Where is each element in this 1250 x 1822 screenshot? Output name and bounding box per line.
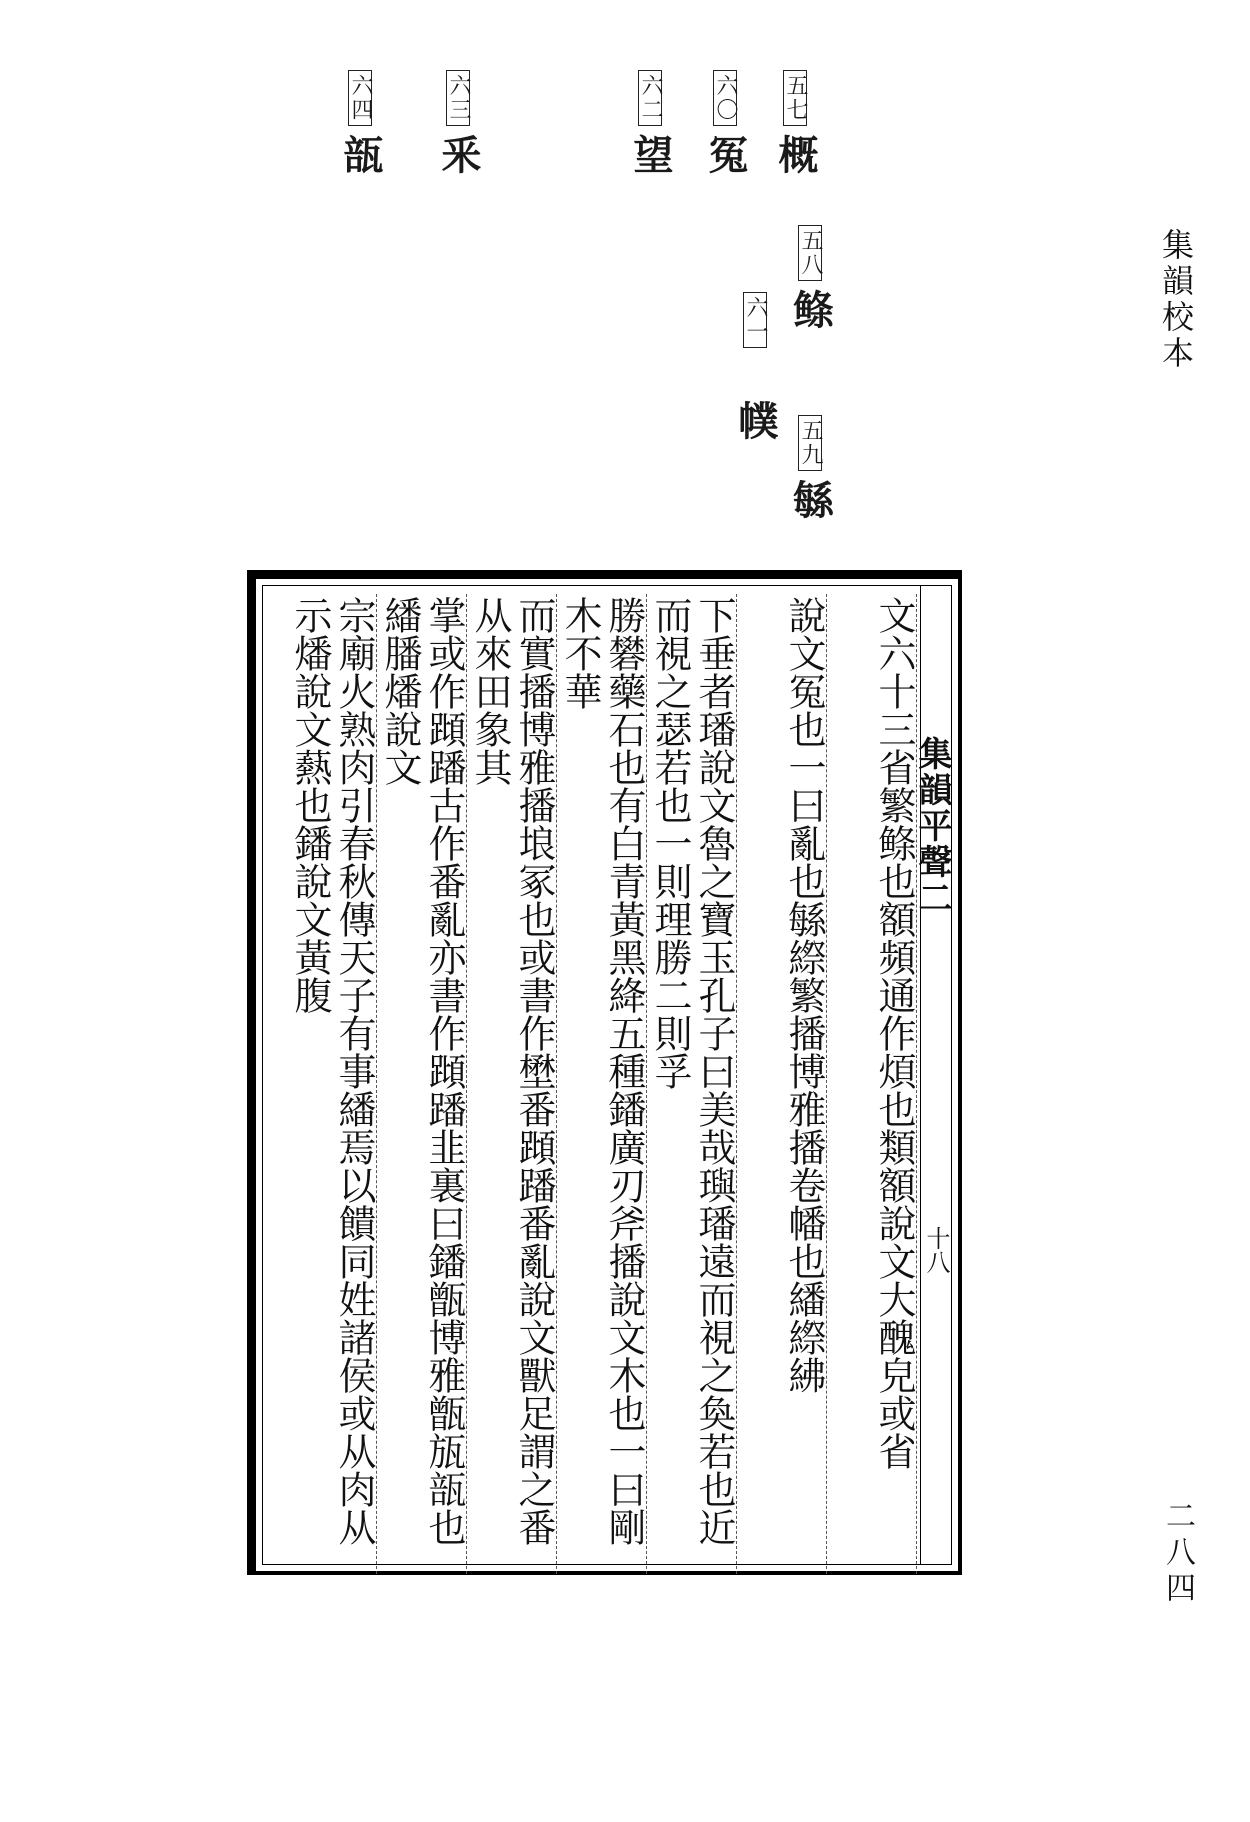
running-title: 集韻校本 — [1157, 228, 1195, 372]
note-tag: 五七 — [783, 70, 807, 126]
page-number: 二八四 — [1160, 1500, 1195, 1608]
note-tag: 五九 — [798, 415, 822, 471]
column-text: 勝礬藥石也有白青黃黑絳五種鐇廣刃斧播說文木也一曰剛木不華 — [558, 596, 646, 1546]
note-60 — [702, 70, 749, 180]
text-column-3 — [648, 594, 737, 1574]
note-char: 望 — [627, 134, 674, 180]
column-text: 掌或作蹞蹯古作番亂亦書作蹞蹯韭裏曰鐇甑博雅甑瓬瓿也繙膰燔說文 — [378, 596, 466, 1546]
text-column-2 — [738, 594, 827, 1574]
column-text: 宗廟火熟肉引春秋傳天子有事繙焉以饋同姓諸侯或从肉从示燔說文爇也鐇說文黃腹 — [288, 596, 376, 1546]
fold-title: 集韻平聲二 — [912, 736, 952, 916]
note-char: 鲦 — [787, 289, 834, 335]
woodblock-inner-frame — [262, 585, 952, 1565]
note-62 — [627, 70, 674, 180]
note-61 — [735, 292, 775, 356]
note-char: 釆 — [435, 134, 482, 180]
note-tag: 六三 — [446, 70, 470, 126]
note-57 — [772, 70, 819, 180]
text-column-7 — [288, 594, 377, 1574]
text-column-1 — [828, 594, 917, 1574]
note-tag: 六〇 — [713, 70, 737, 126]
text-column-4 — [558, 594, 647, 1574]
text-column-5 — [468, 594, 557, 1574]
note-tag: 六二 — [638, 70, 662, 126]
column-text: 說文冤也一曰亂也緐縩繁播博雅播卷幡也繙縩紼 — [782, 596, 826, 1394]
note-tag: 六一 — [743, 292, 767, 348]
text-column-6 — [378, 594, 467, 1574]
column-text: 而實播博雅播埌冢也或書作壄番蹞蹯番亂說文獸足謂之番从來田象其 — [468, 596, 556, 1546]
column-text: 下垂者璠說文魯之寶玉孔子曰美哉璵璠遠而視之奐若也近而視之瑟若也一則理勝二則孚 — [648, 596, 736, 1546]
note-tag: 六四 — [348, 70, 372, 126]
note-hand-char — [732, 400, 779, 446]
note-59 — [787, 415, 834, 525]
note-58 — [787, 225, 834, 335]
fold-column — [912, 586, 952, 1564]
note-char: 瓿 — [337, 134, 384, 180]
woodblock-frame — [247, 570, 962, 1575]
note-char: 幞 — [732, 400, 779, 446]
fold-leaf-number: 十八 — [922, 1226, 950, 1274]
note-char: 緐 — [787, 479, 834, 525]
note-tag: 五八 — [798, 225, 822, 281]
note-64 — [337, 70, 384, 180]
note-char: 概 — [772, 134, 819, 180]
column-text: 文六十三省繁鲦也額頻通作煩也類額說文大醜皃或省 — [872, 596, 916, 1470]
note-char: 冤 — [702, 134, 749, 180]
note-63 — [435, 70, 482, 180]
